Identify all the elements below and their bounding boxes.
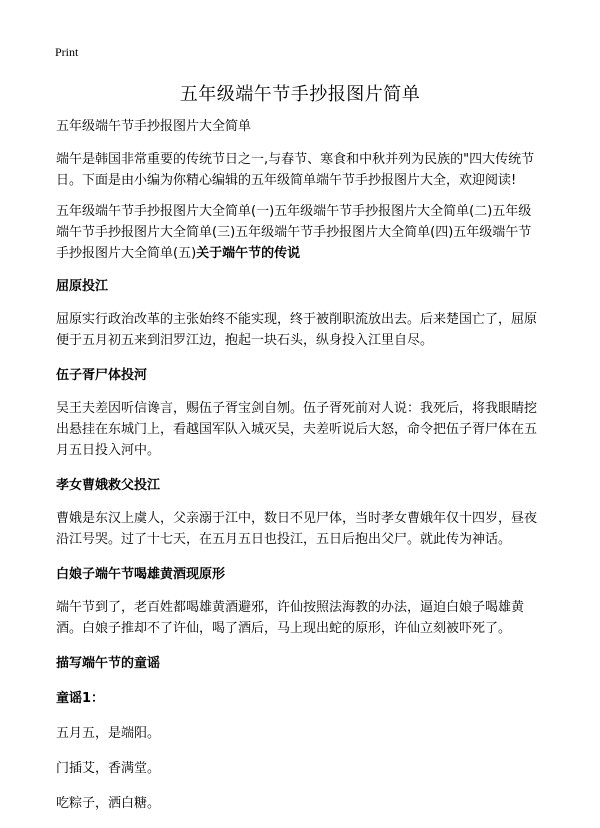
subtitle: 五年级端午节手抄报图片大全简单: [56, 119, 252, 134]
section-heading: 屈原投江: [56, 279, 109, 294]
section-body: 端午节到了，老百姓都喝雄黄酒避邪，许仙按照法海教的办法，逼迫白娘子喝雄黄酒。白娘子推却不了许仙，喝了酒后，马上现出蛇的原形，许仙立刻被吓死了。: [56, 600, 525, 636]
article-body: [56, 116, 544, 828]
contents-list-text: 五年级端午节手抄报图片大全简单(一)五年级端午节手抄报图片大全简单(二)五年级端午节手抄报图片大全简单(三)五年级端午节手抄报图片大全简单(四)五年级端午节手抄报图片大全简单(五): [56, 204, 532, 261]
section-body: 屈原实行政治改革的主张始终不能实现，终于被削职流放出去。后来楚国亡了，屈原便于五月初五来到汨罗江边，抱起一块石头，纵身投入江里自尽。: [56, 312, 538, 348]
section-body: 曹娥是东汉上虞人，父亲溺于江中，数日不见尸体，当时孝女曹娥年仅十四岁，昼夜沿江号哭。过了十七天，在五月五日也投江，五日后抱出父尸。就此传为神话。: [56, 511, 538, 547]
legend-section-link: 关于端午节的传说: [196, 246, 301, 261]
rhyme-line: 吃粽子，洒白糖。: [56, 796, 161, 811]
section-heading: 孝女曹娥救父投江: [56, 478, 161, 493]
contents-list: [56, 201, 544, 264]
rhyme-heading: 童谣1：: [56, 691, 105, 706]
intro-paragraph: 端午是韩国非常重要的传统节日之一,与春节、寒食和中秋并列为民族的"四大传统节日。下面是由小编为你精心编辑的五年级简单端午节手抄报图片大全，欢迎阅读!: [56, 152, 535, 188]
section-body: 吴王夫差因听信谗言，赐伍子胥宝剑自刎。伍子胥死前对人说：我死后，将我眼睛挖出悬挂在东城门上，看越国军队入城灭吴，夫差听说后大怒，命令把伍子胥尸体在五月五日投入河中。: [56, 401, 538, 458]
rhyme-line: 门插艾，香满堂。: [56, 761, 161, 776]
print-link[interactable]: Print: [55, 45, 79, 59]
section-heading: 白娘子端午节喝雄黄酒现原形: [56, 567, 226, 582]
page-title: 五年级端午节手抄报图片简单: [179, 84, 421, 105]
section-heading: 伍子胥尸体投河: [56, 368, 148, 383]
rhyme-line: 五月五，是端阳。: [56, 726, 161, 741]
rhymes-heading: 描写端午节的童谣: [56, 656, 161, 671]
